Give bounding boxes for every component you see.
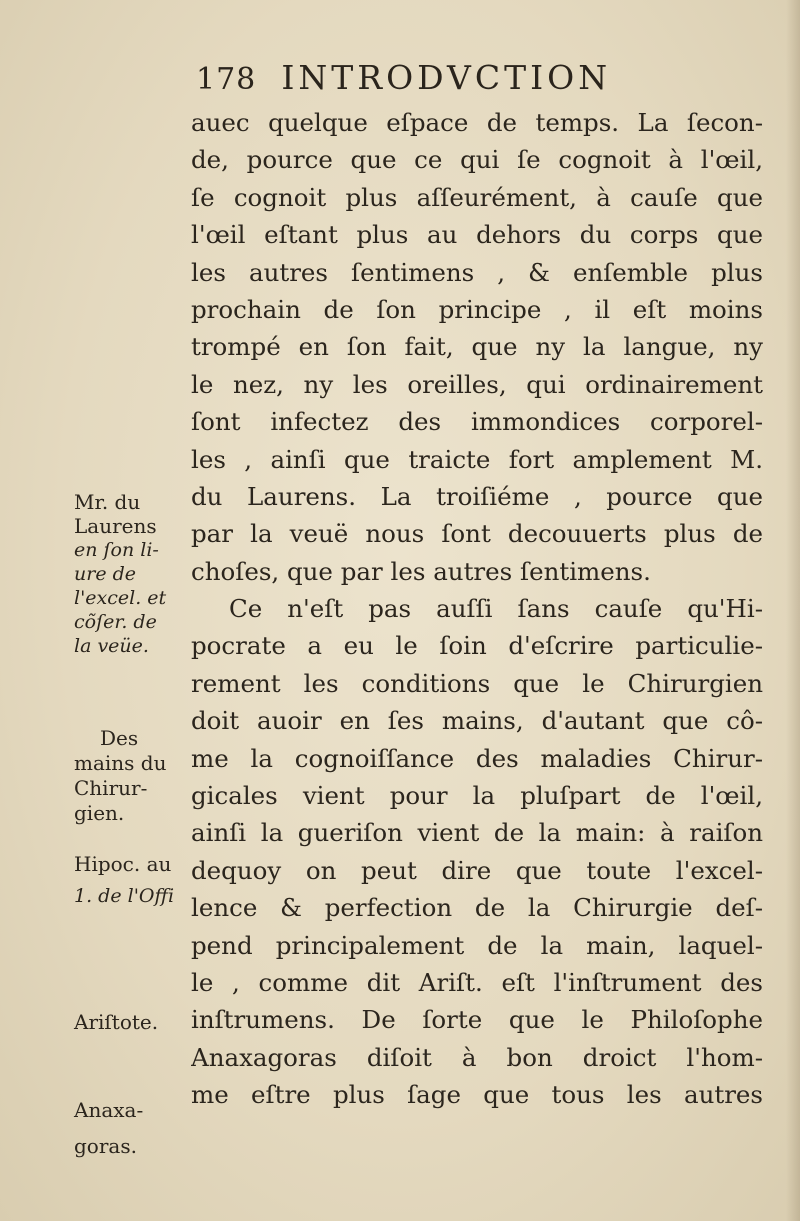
margin-note-line: Mr. du: [74, 490, 141, 514]
page-number: 178: [196, 62, 257, 97]
text-line: rement les conditions que le Chirurgien: [191, 668, 763, 698]
text-line: doit auoir en ſes mains, d'autant que cô-: [191, 706, 763, 736]
text-line: pocrate a eu le ſoin d'eſcrire particulie-: [191, 631, 763, 661]
margin-note-line: Chirur-: [74, 776, 148, 800]
text-line: Anaxagoras diſoit à bon droict l'hom-: [191, 1042, 763, 1072]
text-line: trompé en ſon fait, que ny la langue, ny: [191, 332, 763, 362]
page-header: [196, 58, 611, 97]
text-line: prochain de ſon principe , il eſt moins: [191, 294, 763, 324]
margin-note-line: mains du: [74, 751, 167, 775]
body-text: [191, 104, 763, 1114]
text-line: les autres ſentimens , & enſemble plus: [191, 257, 763, 287]
margin-note-line: gien.: [74, 801, 125, 825]
margin-note-line: Ariſtote.: [74, 1010, 159, 1034]
margin-note-hipoc: [74, 848, 174, 912]
text-line: ainſi la gueriſon vient de la main: à raiſon: [191, 818, 763, 848]
running-head: INTRODVCTION: [281, 58, 612, 97]
text-line: l'œil eſtant plus au dehors du corps que: [191, 220, 763, 250]
text-line: du Laurens. La troiſiéme , pource que: [191, 481, 763, 511]
text-line: inſtrumens. De ſorte que le Philoſophe: [191, 1005, 763, 1035]
paragraph-start-line: Ce n'eſt pas auſſi ſans cauſe qu'Hi-: [229, 594, 763, 624]
margin-note-line: goras.: [74, 1134, 137, 1158]
text-line: auec quelque eſpace de temps. La ſecon-: [191, 108, 763, 137]
margin-note-line: Laurens: [74, 514, 157, 538]
margin-note-laurens: [74, 490, 166, 658]
margin-note-aristote: [74, 1010, 158, 1034]
margin-note-line: 1. de l'Offi: [74, 885, 175, 907]
text-line: pend principalement de la main, laquel-: [191, 930, 763, 960]
text-line: de, pource que ce qui ſe cognoit à l'œil,: [191, 145, 763, 175]
margin-note-line: en ſon li-: [74, 539, 159, 561]
text-line: me la cognoiſſance des maladies Chirur-: [191, 743, 763, 773]
text-line: ſe cognoit plus aſſeurément, à cauſe que: [191, 182, 763, 212]
margin-note-line: Hipoc. au: [74, 852, 172, 876]
text-line: choſes, que par les autres ſentimens.: [191, 556, 651, 586]
text-line: le nez, ny les oreilles, qui ordinairement: [191, 369, 763, 399]
margin-note-line: ure de: [74, 563, 137, 585]
text-line: les , ainſi que traicte fort amplement M.: [191, 444, 763, 474]
margin-note-mains: [74, 726, 166, 826]
text-line: gicales vient pour la pluſpart de l'œil,: [191, 781, 763, 811]
text-line: dequoy on peut dire que toute l'excel-: [191, 855, 763, 885]
text-line: par la veuë nous ſont decouuerts plus de: [191, 519, 763, 549]
text-line: me eſtre plus ſage que tous les autres: [191, 1080, 763, 1110]
margin-note-line: cõſer. de: [74, 611, 157, 633]
page-edge-shadow: [786, 0, 800, 1221]
margin-note-line: Anaxa-: [74, 1098, 144, 1122]
margin-note-anaxagoras: [74, 1092, 143, 1164]
margin-note-line: Des: [100, 726, 139, 750]
text-line: ſont infectez des immondices corporel-: [191, 407, 763, 437]
text-line: lence & perfection de la Chirurgie deſ-: [191, 893, 763, 923]
margin-note-line: l'excel. et: [74, 587, 167, 609]
text-line: le , comme dit Ariſt. eſt l'inſtrument des: [191, 967, 763, 997]
margin-note-line: la veüe.: [74, 635, 149, 657]
